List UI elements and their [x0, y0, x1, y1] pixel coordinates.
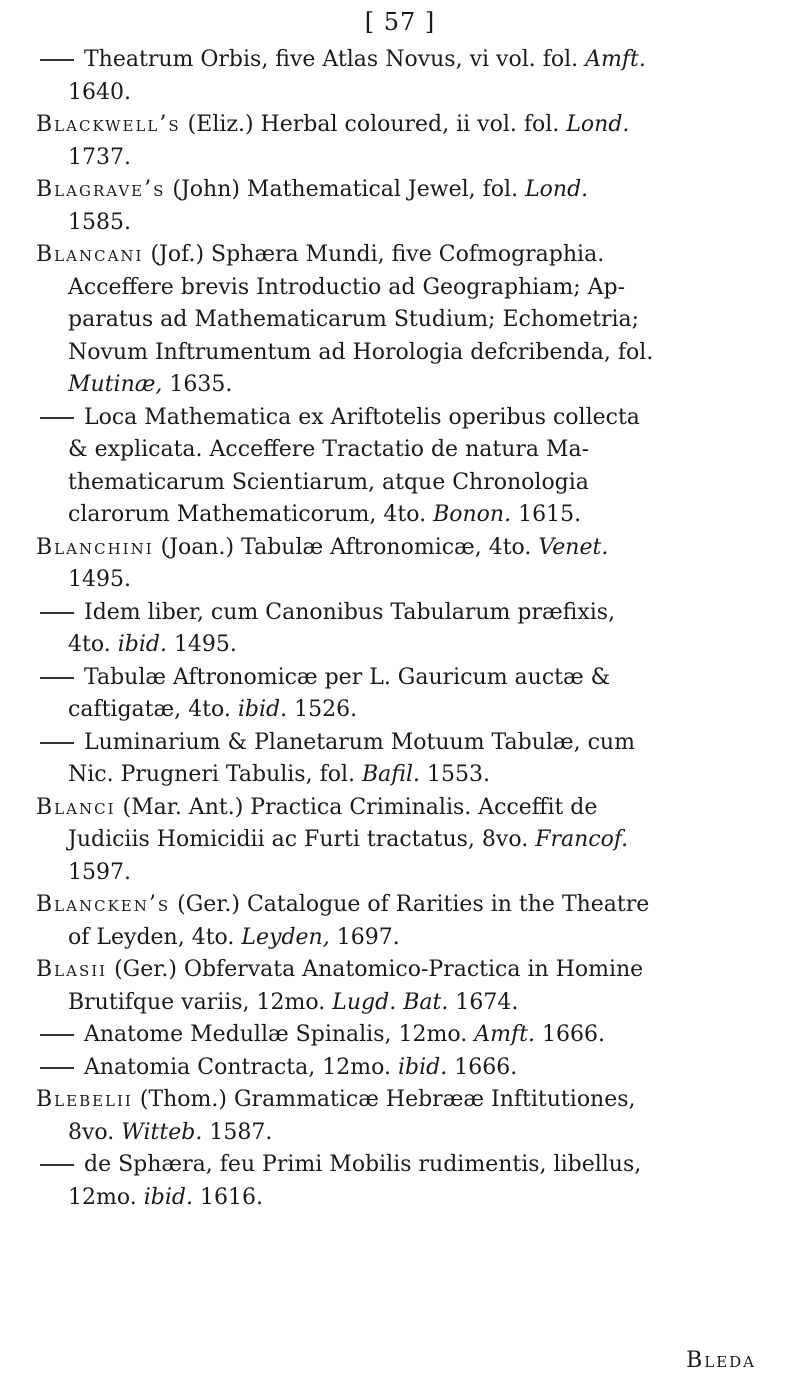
ditto-dash — [40, 677, 74, 679]
catalogue-entry: Blebelii (Thom.) Grammaticæ Hebrææ Inftitutiones, 8vo. Witteb. 1587. — [36, 1087, 636, 1145]
catalogue-entry: Blagrave’s (John) Mathematical Jewel, fol. Lond. 1585. — [36, 177, 589, 235]
catalogue-entry: Blasii (Ger.) Obfervata Anatomico-Practica in Homine Brutifque variis, 12mo. Lugd. Bat. 1674. — [36, 957, 644, 1015]
page-number: [ 57 ] — [364, 8, 436, 36]
catalogue-entry: Blanchini (Joan.) Tabulæ Aftronomicæ, 4to. Venet. 1495. — [36, 534, 609, 592]
entry-author: Blancani — [36, 242, 144, 267]
ditto-dash — [40, 417, 74, 419]
entry-author: Blasii — [36, 957, 108, 982]
ditto-dash — [40, 1067, 74, 1069]
entry-author: Blagrave’s — [36, 177, 166, 202]
catalogue-entry: Blancani (Jof.) Sphæra Mundi, five Cofmographia. Acceffere brevis Introductio ad Geographiam; Ap- paratus ad Mathematicarum Studium; Echometria; Novum Inftrumentum ad Horologia defcribenda, fol. Mutinæ, 1635. — [36, 242, 654, 397]
entry-author: Blancken’s — [36, 892, 171, 917]
catchword: Bleda — [686, 1348, 756, 1373]
ditto-dash — [40, 742, 74, 744]
ditto-dash — [40, 1034, 74, 1036]
catalogue-entry: Luminarium & Planetarum Motuum Tabulæ, cum Nic. Prugneri Tabulis, fol. Bafil. 1553. — [36, 727, 776, 792]
catalogue-entry: Blancken’s (Ger.) Catalogue of Rarities in the Theatre of Leyden, 4to. Leyden, 1697. — [36, 892, 650, 950]
entry-author: Blebelii — [36, 1087, 133, 1112]
catalogue-entry: Tabulæ Aftronomicæ per L. Gauricum auctæ & caftigatæ, 4to. ibid. 1526. — [36, 662, 776, 727]
catalogue-entry: Blanci (Mar. Ant.) Practica Criminalis. Acceffit de Judiciis Homicidii ac Furti tractatus, 8vo. Francof. 1597. — [36, 794, 629, 885]
catalogue-entry: Loca Mathematica ex Ariftotelis operibus collecta & explicata. Acceffere Tractatio de natura Ma- thematicarum Scientiarum, atque Chronologia clarorum Mathematicorum, 4to. Bonon. 1615. — [36, 402, 776, 532]
catalogue-entry: Blackwell’s (Eliz.) Herbal coloured, ii vol. fol. Lond. 1737. — [36, 112, 630, 170]
ditto-dash — [40, 612, 74, 614]
ditto-dash — [40, 59, 74, 61]
entry-author: Blanci — [36, 794, 116, 820]
entry-author: Blanchini — [36, 534, 154, 560]
ditto-dash — [40, 1164, 74, 1166]
catalogue-entry: Anatomia Contracta, 12mo. ibid. 1666. — [36, 1052, 776, 1085]
catalogue-entry: de Sphæra, feu Primi Mobilis rudimentis, libellus, 12mo. ibid. 1616. — [36, 1149, 776, 1214]
catalogue-entries — [36, 44, 776, 1214]
entry-author: Blackwell’s — [36, 112, 181, 137]
catalogue-entry: Theatrum Orbis, five Atlas Novus, vi vol. fol. Amft. 1640. — [36, 44, 776, 109]
catalogue-entry: Anatome Medullæ Spinalis, 12mo. Amft. 1666. — [36, 1019, 776, 1052]
catalogue-entry: Idem liber, cum Canonibus Tabularum præfixis, 4to. ibid. 1495. — [36, 597, 776, 662]
